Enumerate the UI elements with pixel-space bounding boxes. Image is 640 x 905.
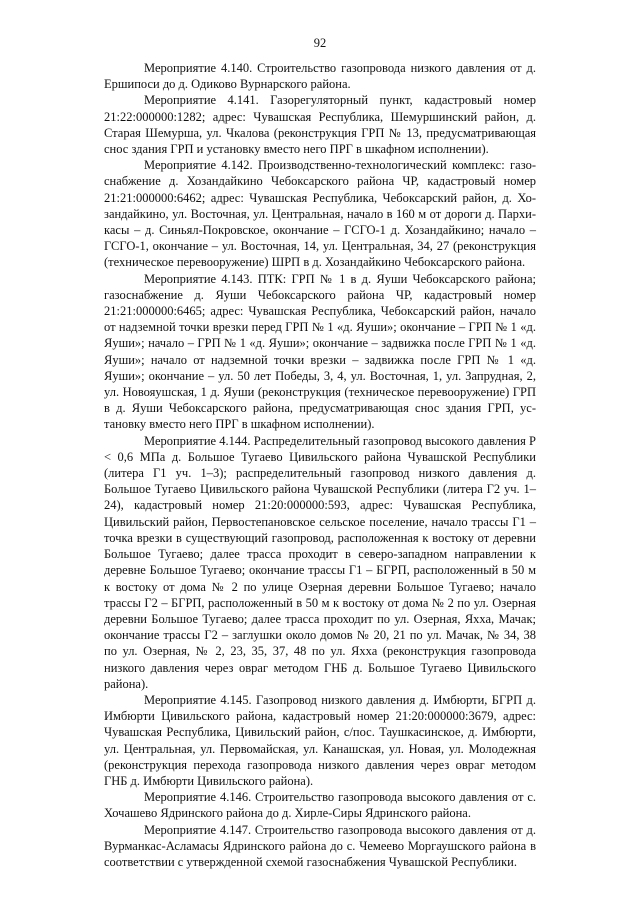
paragraph-measure-4-144: Мероприятие 4.144. Распределительный газопровод высокого давления Р < 0,6 МПа д. Большое Тугаево Цивильского района Чувашской Республики (литера Г1 уч. 1–3); распределительный газопровод низкого давления д. Большое Тугаево Цивильского района Чувашской Республики (литера Г2 уч. 1–24), кадастровый номер 21:20:000000:593, адрес: Чувашская Республика, Цивильский район, Первостепановское сельское поселение, начало трассы Г1 – точка врезки в существующий газопровод, расположенная к востоку от деревни Большое Тугаево; далее трасса проходит в северо-западном направлении к деревне Большое Тугаево; окончание трассы Г1 – БГРП, расположенный в 50 м к востоку от дома № 2 по улице Озерная деревни Большое Тугаево; начало трассы Г2 – БГРП, расположенный в 50 м к востоку от дома № 2 по ул. Озерная деревни Большое Тугаево; далее трасса проходит по ул. Озерная, Яхха, Мачак; окончание трассы Г2 – заглушки около домов № 20, 21 по ул. Мачак, № 34, 38 по ул. Озерная, № 2, 23, 35, 37, 48 по ул. Яхха (реконструкция газопровода низкого давления через овраг методом ГНБ д. Большое Тугаево Цивильского района).	[104, 433, 536, 691]
paragraph-measure-4-145: Мероприятие 4.145. Газопровод низкого давления д. Имбюрти, БГРП д. Имбюрти Цивильского района, кадастровый номер 21:20:000000:3679, адрес: Чувашская Республика, Цивильский район, с/пос. Таушкасинское, д. Имбюрти, ул. Центральная, ул. Первомайская, ул. Канашская, ул. Новая, ул. Молодежная (реконструкция перехода газопровода низкого давления через овраг методом ГНБ д. Имбюрти Цивильского района).	[104, 692, 536, 788]
paragraph-measure-4-142: Мероприятие 4.142. Производственно-технологический комплекс: газоснабжение д. Хозандайкино Чебоксарского района ЧР, кадастровый номер 21:21:000000:6462; адрес: Чувашская Республика, Чебоксарский район, д. Хозандайкино, ул. Восточная, ул. Центральная, начало в 160 м от дороги д. Пархикасы – д. Синьял-Покровское, окончание – ГСГО-1 д. Хозандайкино; начало – ГСГО-1, окончание – ул. Восточная, 14, ул. Центральная, 34, 27 (реконструкция (техническое перевооружение) ШРП в д. Хозандайкино Чебоксарского района.	[104, 158, 536, 270]
paragraph-measure-4-141: Мероприятие 4.141. Газорегуляторный пункт, кадастровый номер 21:22:000000:1282; адрес: Чувашская Республика, Шемуршинский район, д. Старая Шемурша, ул. Чкалова (реконструкция ГРП № 13, предусматривающая снос здания ГРП и установку вместо него ПРГ в шкафном исполнении).	[104, 93, 536, 157]
paragraph-measure-4-140: Мероприятие 4.140. Строительство газопровода низкого давления от д. Ершипоси до д. Одиково Вурнарского района.	[104, 61, 536, 92]
paragraph-measure-4-146: Мероприятие 4.146. Строительство газопровода высокого давления от с. Хочашево Ядринского района до д. Хирле-Сиры Ядринского района.	[104, 790, 536, 821]
paragraph-measure-4-143: Мероприятие 4.143. ПТК: ГРП № 1 в д. Яуши Чебоксарского района; газоснабжение д. Яуши Чебоксарского района ЧР, кадастровый номер 21:21:000000:6465; адрес: Чувашская Республика, Чебоксарский район, начало от надземной точки врезки перед ГРП № 1 «д. Яуши»; окончание – ГРП № 1 «д. Яуши»; начало – ГРП № 1 «д. Яуши»; окончание – задвижка после ГРП № 1 «д. Яуши»; начало от надземной точки врезки – задвижка после ГРП № 1 «д. Яуши»; окончание – ул. 50 лет Победы, 3, 4, ул. Восточная, 1, ул. Запрудная, 2, ул. Новояушская, 1 д. Яуши (реконструкция (техническое перевооружение) ГРП в д. Яуши Чебоксарского района, предусматривающая снос здания ГРП, установку вместо него ПРГ в шкафном исполнении).	[104, 271, 536, 432]
document-body	[104, 60, 536, 870]
paragraph-measure-4-147: Мероприятие 4.147. Строительство газопровода высокого давления от д. Вурманкас-Асламасы Ядринского района до с. Чемеево Моргаушского района в соответствии с утвержденной схемой газоснабжения Чувашской Республики.	[104, 822, 536, 869]
page-number: 92	[313, 36, 327, 50]
